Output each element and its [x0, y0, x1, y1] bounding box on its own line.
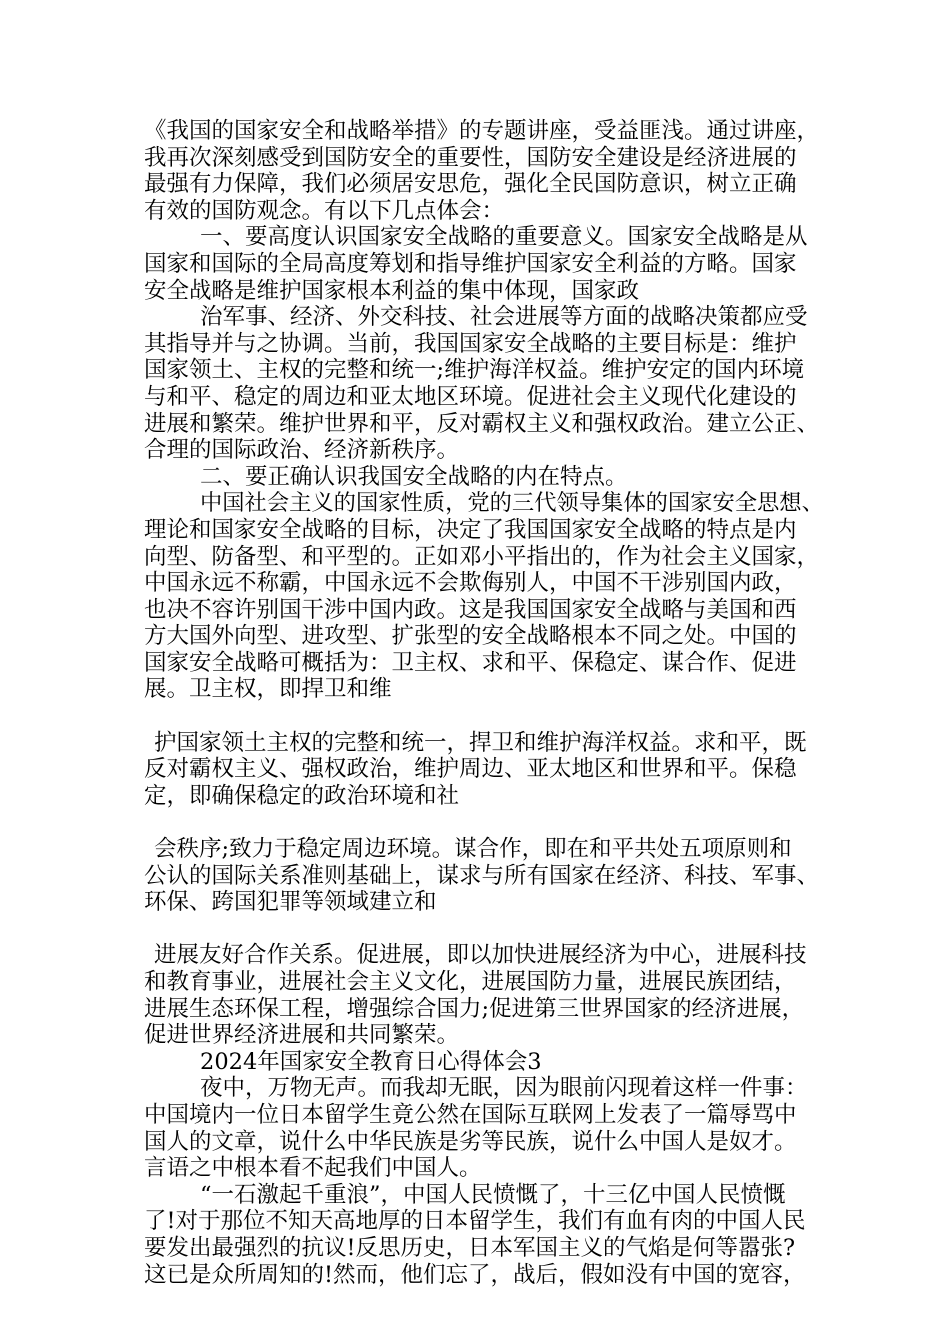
text-line: 定，即确保稳定的政治环境和社: [144, 782, 460, 809]
document-body: [144, 118, 824, 1288]
text-line: 展。卫主权，即捍卫和维: [144, 676, 392, 703]
text-line: 方大国外向型、进攻型、扩张型的安全战略根本不同之处。中国的: [144, 623, 797, 650]
text-line: 也决不容许别国干涉中国内政。这是我国国家安全战略与美国和西: [144, 596, 797, 623]
text-line: 反对霸权主义、强权政治，维护周边、亚太地区和世界和平。保稳: [144, 756, 797, 783]
text-line: 促进世界经济进展和共同繁荣。: [144, 1022, 460, 1049]
text-line: 中国境内一位日本留学生竟公然在国际互联网上发表了一篇辱骂中: [144, 1101, 797, 1128]
text-line: 和教育事业，进展社会主义文化，进展国防力量，进展民族团结，: [144, 969, 797, 995]
text-line: 2024年国家安全教育日心得体会3: [200, 1048, 542, 1075]
text-line: 与和平、稳定的周边和亚太地区环境。促进社会主义现代化建设的: [144, 383, 797, 410]
text-line: 进展生态环保工程，增强综合国力;促进第三世界国家的经济进展，: [144, 995, 805, 1022]
text-line: 国家领土、主权的完整和统一;维护海洋权益。维护安定的国内环境: [144, 357, 805, 384]
text-line: 环保、跨国犯罪等领域建立和: [144, 889, 437, 916]
text-line: 其指导并与之协调。当前，我国国家安全战略的主要目标是：维护: [144, 330, 797, 357]
text-line: 安全战略是维护国家根本利益的集中体现，国家政: [144, 277, 640, 304]
text-line: 言语之中根本看不起我们中国人。: [144, 1155, 482, 1182]
text-line: 国人的文章，说什么中华民族是劣等民族，说什么中国人是奴才。: [144, 1128, 797, 1155]
text-line: 有效的国防观念。有以下几点体会：: [144, 197, 505, 224]
paragraph-gap: [144, 916, 824, 943]
text-line: 会秩序;致力于稳定周边环境。谋合作，即在和平共处五项原则和: [154, 836, 792, 863]
text-line: 国家安全战略可概括为：卫主权、求和平、保稳定、谋合作、促进: [144, 649, 797, 676]
text-line: 理论和国家安全战略的目标，决定了我国国家安全战略的特点是内: [144, 516, 797, 543]
text-line: 治军事、经济、外交科技、社会进展等方面的战略决策都应受: [200, 304, 808, 331]
text-line: 向型、防备型、和平型的。正如邓小平指出的，作为社会主义国家，: [144, 543, 820, 570]
text-line: 最强有力保障，我们必须居安思危，强化全民国防意识，树立正确: [144, 171, 797, 198]
text-line: 中国永远不称霸，中国永远不会欺侮别人，中国不干涉别国内政，: [144, 570, 797, 597]
text-line: 合理的国际政治、经济新秩序。: [144, 437, 460, 464]
text-line: 进展友好合作关系。促进展，即以加快进展经济为中心，进展科技: [154, 942, 807, 969]
text-line: “一石激起千重浪”，中国人民愤慨了，十三亿中国人民愤慨: [200, 1181, 786, 1208]
text-line: 公认的国际关系准则基础上，谋求与所有国家在经济、科技、军事、: [144, 862, 820, 889]
text-line: 二、要正确认识我国安全战略的内在特点。: [200, 463, 628, 490]
text-line: 夜中，万物无声。而我却无眠，因为眼前闪现着这样一件事：: [200, 1075, 808, 1102]
text-line: 我再次深刻感受到国防安全的重要性，国防安全建设是经济进展的: [144, 144, 797, 171]
text-line: 国家和国际的全局高度筹划和指导维护国家安全利益的方略。国家: [144, 250, 797, 277]
paragraph-gap: [144, 703, 824, 730]
text-line: 护国家领土主权的完整和统一，捍卫和维护海洋权益。求和平，既: [154, 729, 807, 756]
text-line: 了!对于那位不知天高地厚的日本留学生，我们有血有肉的中国人民: [144, 1208, 806, 1235]
paragraph-gap: [144, 809, 824, 836]
text-line: 中国社会主义的国家性质，党的三代领导集体的国家安全思想、: [200, 490, 824, 517]
text-line: 《我国的国家安全和战略举措》的专题讲座，受益匪浅。通过讲座，: [144, 118, 820, 144]
text-line: 这已是众所周知的!然而，他们忘了，战后，假如没有中国的宽容，: [144, 1261, 806, 1288]
text-line: 要发出最强烈的抗议!反思历史，日本军国主义的气焰是何等嚣张?: [144, 1234, 796, 1261]
text-line: 一、要高度认识国家安全战略的重要意义。国家安全战略是从: [200, 224, 808, 251]
text-line: 进展和繁荣。维护世界和平，反对霸权主义和强权政治。建立公正、: [144, 410, 820, 437]
